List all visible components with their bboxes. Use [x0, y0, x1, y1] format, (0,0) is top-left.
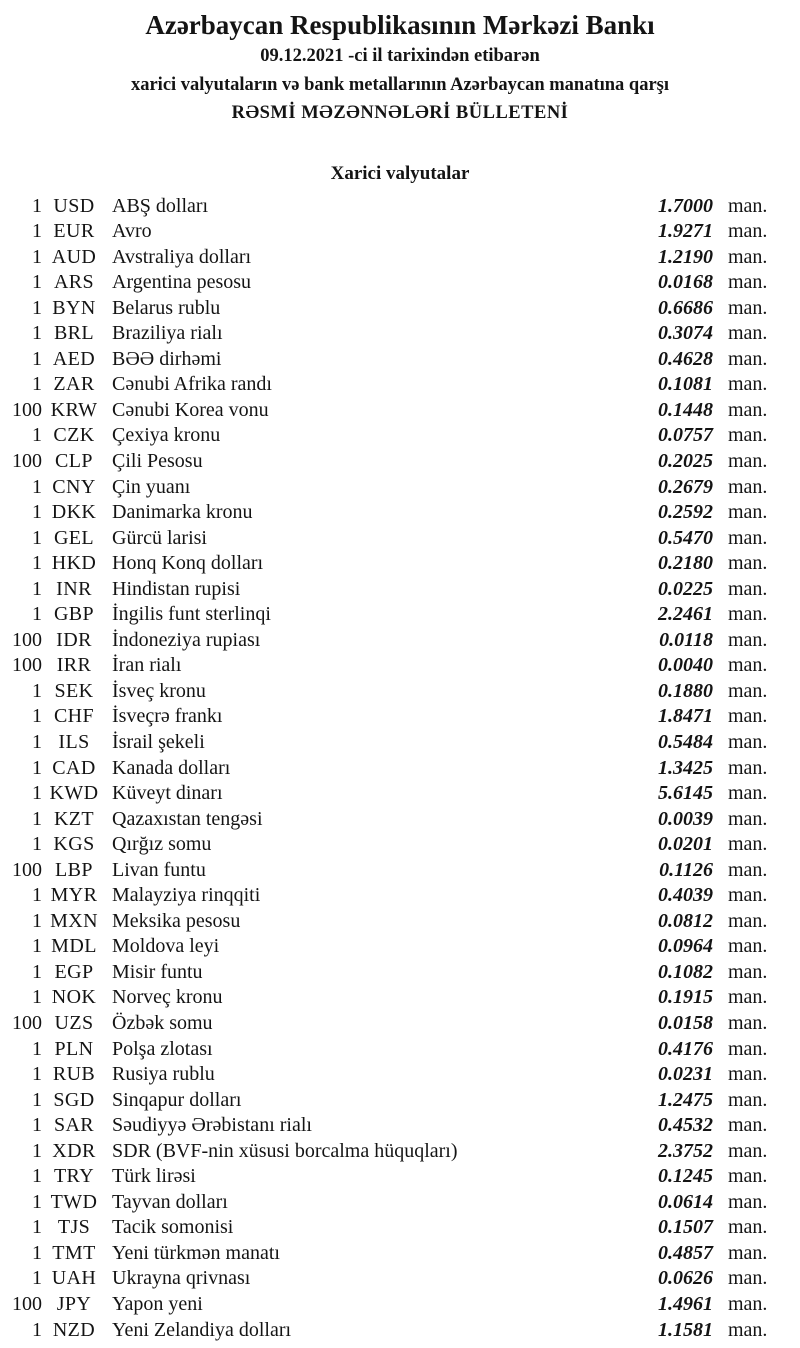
- unit-cell: man.: [728, 501, 768, 524]
- rate-cell: 1.2475: [658, 1088, 713, 1111]
- currency-code-cell: INR: [56, 577, 92, 600]
- unit-cell: man.: [728, 1063, 768, 1086]
- nominal-cell: 1: [32, 1190, 42, 1213]
- rate-cell: 0.0168: [658, 271, 713, 294]
- currency-name-cell: Moldova leyi: [112, 935, 220, 958]
- nominal-cell: 100: [12, 858, 42, 881]
- currency-code-cell: CZK: [53, 424, 95, 447]
- currency-name-cell: Avstraliya dolları: [112, 245, 252, 268]
- table-row: [0, 960, 800, 986]
- currency-name-cell: Misir funtu: [112, 960, 203, 983]
- rate-cell: 0.2679: [658, 475, 713, 498]
- nominal-cell: 1: [32, 705, 42, 728]
- table-row: [0, 704, 800, 730]
- nominal-cell: 1: [32, 1088, 42, 1111]
- nominal-cell: 1: [32, 1318, 42, 1341]
- table-row: [0, 858, 800, 884]
- table-row: [0, 807, 800, 833]
- unit-cell: man.: [728, 1037, 768, 1060]
- nominal-cell: 100: [12, 654, 42, 677]
- table-row: [0, 1266, 800, 1292]
- rate-cell: 0.0201: [658, 833, 713, 856]
- unit-cell: man.: [728, 245, 768, 268]
- nominal-cell: 1: [32, 730, 42, 753]
- currency-code-cell: TRY: [53, 1165, 95, 1188]
- rate-cell: 0.2180: [658, 552, 713, 575]
- table-row: [0, 1062, 800, 1088]
- unit-cell: man.: [728, 1318, 768, 1341]
- table-row: [0, 909, 800, 935]
- nominal-cell: 100: [12, 1293, 42, 1316]
- currency-code-cell: HKD: [51, 552, 97, 575]
- nominal-cell: 1: [32, 679, 42, 702]
- rate-cell: 0.1448: [658, 398, 713, 421]
- currency-name-cell: Türk lirəsi: [112, 1165, 196, 1188]
- unit-cell: man.: [728, 220, 768, 243]
- currency-code-cell: TMT: [52, 1241, 96, 1264]
- table-row: [0, 1164, 800, 1190]
- currency-name-cell: Meksika pesosu: [112, 909, 241, 932]
- rate-cell: 1.9271: [658, 220, 713, 243]
- unit-cell: man.: [728, 398, 768, 421]
- nominal-cell: 1: [32, 526, 42, 549]
- nominal-cell: 1: [32, 884, 42, 907]
- currency-name-cell: Qazaxıstan tengəsi: [112, 807, 263, 830]
- currency-name-cell: Braziliya rialı: [112, 322, 223, 345]
- table-row: [0, 1011, 800, 1037]
- nominal-cell: 1: [32, 296, 42, 319]
- table-row: [0, 756, 800, 782]
- table-row: [0, 526, 800, 552]
- unit-cell: man.: [728, 1216, 768, 1239]
- currency-code-cell: XDR: [52, 1139, 96, 1162]
- currency-name-cell: Honq Konq dolları: [112, 552, 264, 575]
- table-row: [0, 653, 800, 679]
- rate-cell: 5.6145: [658, 782, 713, 805]
- currency-code-cell: ZAR: [53, 373, 95, 396]
- unit-cell: man.: [728, 1267, 768, 1290]
- table-row: [0, 245, 800, 271]
- effective-date-line: 09.12.2021 -ci il tarixindən etibarən: [260, 46, 540, 66]
- unit-cell: man.: [728, 1139, 768, 1162]
- currency-code-cell: MDL: [51, 935, 97, 958]
- table-row: [0, 1215, 800, 1241]
- rate-cell: 0.0231: [658, 1063, 713, 1086]
- currency-code-cell: UAH: [51, 1267, 97, 1290]
- unit-cell: man.: [728, 909, 768, 932]
- currency-name-cell: Çexiya kronu: [112, 424, 221, 447]
- nominal-cell: 1: [32, 373, 42, 396]
- currency-code-cell: UZS: [54, 1012, 94, 1034]
- subject-line: xarici valyutaların və bank metallarının Azərbaycan manatına qarşı: [130, 74, 670, 95]
- table-row: [0, 398, 800, 424]
- rate-cell: 2.3752: [658, 1139, 713, 1162]
- table-row: [0, 985, 800, 1011]
- table-row: [0, 602, 800, 628]
- currency-name-cell: Hindistan rupisi: [112, 577, 241, 600]
- currency-name-cell: Sinqapur dolları: [112, 1088, 242, 1111]
- currency-name-cell: Avro: [112, 220, 152, 243]
- nominal-cell: 1: [32, 935, 42, 958]
- currency-code-cell: EGP: [54, 960, 94, 983]
- currency-code-cell: PLN: [54, 1037, 94, 1060]
- nominal-cell: 1: [32, 986, 42, 1009]
- currency-name-cell: Cənubi Korea vonu: [112, 398, 269, 421]
- currency-name-cell: Ukrayna qrivnası: [112, 1267, 251, 1290]
- nominal-cell: 1: [32, 603, 42, 626]
- nominal-cell: 1: [32, 1165, 42, 1188]
- currency-name-cell: İran rialı: [112, 654, 182, 677]
- nominal-cell: 100: [12, 449, 42, 472]
- rate-cell: 0.1915: [658, 986, 713, 1009]
- nominal-cell: 1: [32, 322, 42, 345]
- unit-cell: man.: [728, 552, 768, 575]
- rate-cell: 0.0757: [658, 424, 713, 447]
- currency-code-cell: CAD: [52, 756, 96, 779]
- nominal-cell: 100: [12, 398, 42, 421]
- rate-cell: 1.3425: [658, 756, 713, 779]
- currency-code-cell: KZT: [53, 807, 95, 830]
- currency-name-cell: Malayziya rinqqiti: [112, 884, 261, 907]
- currency-name-cell: BƏƏ dirhəmi: [112, 347, 222, 370]
- currency-name-cell: Argentina pesosu: [112, 271, 252, 294]
- unit-cell: man.: [728, 807, 768, 830]
- currency-name-cell: Rusiya rublu: [112, 1063, 215, 1086]
- unit-cell: man.: [728, 782, 768, 805]
- unit-cell: man.: [728, 884, 768, 907]
- rates-table: [0, 194, 800, 1344]
- unit-cell: man.: [728, 1241, 768, 1264]
- rate-cell: 0.0040: [658, 654, 713, 677]
- currency-name-cell: Tayvan dolları: [112, 1190, 228, 1213]
- rate-cell: 0.4628: [658, 347, 713, 370]
- table-row: [0, 577, 800, 603]
- currency-code-cell: USD: [53, 194, 95, 217]
- nominal-cell: 1: [32, 1139, 42, 1162]
- unit-cell: man.: [728, 1190, 768, 1213]
- currency-name-cell: Çin yuanı: [112, 475, 191, 498]
- currency-code-cell: CLP: [55, 449, 93, 472]
- table-row: [0, 1139, 800, 1165]
- table-row: [0, 475, 800, 501]
- nominal-cell: 1: [32, 1063, 42, 1086]
- table-row: [0, 219, 800, 245]
- table-row: [0, 730, 800, 756]
- unit-cell: man.: [728, 986, 768, 1009]
- currency-code-cell: BRL: [53, 322, 95, 345]
- rate-cell: 0.1880: [658, 679, 713, 702]
- nominal-cell: 1: [32, 271, 42, 294]
- table-row: [0, 679, 800, 705]
- bank-name-title: Azərbaycan Respublikasının Mərkəzi Bankı: [145, 10, 655, 40]
- currency-name-cell: SDR (BVF-nin xüsusi borcalma hüquqları): [112, 1139, 458, 1162]
- nominal-cell: 1: [32, 220, 42, 243]
- currency-code-cell: KWD: [49, 782, 99, 805]
- rate-cell: 0.1126: [659, 858, 713, 881]
- currency-code-cell: IRR: [56, 654, 92, 677]
- currency-code-cell: DKK: [51, 501, 97, 524]
- bulletin-title: RƏSMİ MƏZƏNNƏLƏRİ BÜLLETENİ: [231, 103, 569, 123]
- table-row: [0, 1190, 800, 1216]
- currency-code-cell: ILS: [58, 730, 90, 753]
- currency-name-cell: Küveyt dinarı: [112, 782, 223, 805]
- unit-cell: man.: [728, 347, 768, 370]
- currency-code-cell: NZD: [52, 1318, 96, 1341]
- currency-code-cell: LBP: [55, 858, 93, 881]
- nominal-cell: 1: [32, 807, 42, 830]
- table-row: [0, 1037, 800, 1063]
- unit-cell: man.: [728, 654, 768, 677]
- nominal-cell: 1: [32, 782, 42, 805]
- unit-cell: man.: [728, 1165, 768, 1188]
- currency-name-cell: İsrail şekeli: [112, 730, 205, 753]
- rate-cell: 0.5470: [658, 526, 713, 549]
- nominal-cell: 1: [32, 1037, 42, 1060]
- currency-code-cell: KRW: [50, 398, 98, 421]
- currency-code-cell: KGS: [53, 833, 95, 856]
- unit-cell: man.: [728, 322, 768, 345]
- table-row: [0, 296, 800, 322]
- table-row: [0, 347, 800, 373]
- currency-name-cell: Norveç kronu: [112, 986, 223, 1009]
- table-row: [0, 500, 800, 526]
- nominal-cell: 1: [32, 347, 42, 370]
- rate-cell: 0.1245: [658, 1165, 713, 1188]
- table-row: [0, 194, 800, 220]
- currency-code-cell: TWD: [50, 1190, 98, 1213]
- rate-cell: 0.0039: [658, 807, 713, 830]
- currency-name-cell: İngilis funt sterlinqi: [112, 603, 271, 626]
- rate-cell: 0.1507: [658, 1216, 713, 1239]
- nominal-cell: 1: [32, 960, 42, 983]
- unit-cell: man.: [728, 833, 768, 856]
- currency-name-cell: Kanada dolları: [112, 756, 231, 779]
- unit-cell: man.: [728, 960, 768, 983]
- currency-name-cell: Yeni Zelandiya dolları: [112, 1318, 292, 1341]
- currency-name-cell: Livan funtu: [112, 858, 206, 881]
- nominal-cell: 1: [32, 577, 42, 600]
- nominal-cell: 1: [32, 194, 42, 217]
- currency-name-cell: Çili Pesosu: [112, 449, 203, 472]
- currency-code-cell: JPY: [56, 1293, 92, 1316]
- unit-cell: man.: [728, 628, 768, 651]
- currency-code-cell: NOK: [51, 986, 97, 1009]
- unit-cell: man.: [728, 756, 768, 779]
- rate-cell: 0.4857: [658, 1241, 713, 1264]
- currency-name-cell: Belarus rublu: [112, 296, 221, 319]
- table-row: [0, 1318, 800, 1344]
- rate-cell: 0.4176: [658, 1037, 713, 1060]
- table-row: [0, 449, 800, 475]
- table-row: [0, 832, 800, 858]
- currency-name-cell: Danimarka kronu: [112, 501, 253, 524]
- table-row: [0, 551, 800, 577]
- unit-cell: man.: [728, 577, 768, 600]
- nominal-cell: 100: [12, 628, 42, 651]
- rate-cell: 1.1581: [658, 1318, 713, 1341]
- currency-code-cell: SAR: [53, 1114, 95, 1137]
- rate-cell: 1.4961: [658, 1293, 713, 1316]
- currency-name-cell: Cənubi Afrika randı: [112, 373, 272, 396]
- unit-cell: man.: [728, 526, 768, 549]
- nominal-cell: 1: [32, 1114, 42, 1137]
- nominal-cell: 1: [32, 756, 42, 779]
- table-row: [0, 1292, 800, 1318]
- currency-name-cell: Gürcü larisi: [112, 526, 207, 549]
- currency-code-cell: CNY: [52, 475, 96, 498]
- currency-name-cell: İndoneziya rupiası: [112, 628, 261, 651]
- unit-cell: man.: [728, 449, 768, 472]
- currency-name-cell: Polşa zlotası: [112, 1037, 213, 1060]
- currency-name-cell: ABŞ dolları: [112, 194, 209, 217]
- rate-cell: 0.4532: [658, 1114, 713, 1137]
- currency-code-cell: AED: [52, 347, 96, 370]
- nominal-cell: 1: [32, 1216, 42, 1239]
- rate-cell: 0.0614: [658, 1190, 713, 1213]
- nominal-cell: 100: [12, 1012, 42, 1034]
- rate-cell: 0.2025: [658, 449, 713, 472]
- table-row: [0, 1113, 800, 1139]
- section-title: Xarici valyutalar: [330, 162, 470, 184]
- currency-name-cell: İsveçrə frankı: [112, 705, 223, 728]
- unit-cell: man.: [728, 603, 768, 626]
- table-row: [0, 628, 800, 654]
- unit-cell: man.: [728, 679, 768, 702]
- rate-cell: 0.6686: [658, 296, 713, 319]
- currency-name-cell: İsveç kronu: [112, 679, 206, 702]
- nominal-cell: 1: [32, 424, 42, 447]
- currency-code-cell: RUB: [52, 1063, 96, 1086]
- currency-name-cell: Özbək somu: [112, 1012, 213, 1034]
- currency-name-cell: Tacik somonisi: [112, 1216, 234, 1239]
- table-row: [0, 1088, 800, 1114]
- rate-cell: 1.7000: [658, 194, 713, 217]
- rate-cell: 0.4039: [658, 884, 713, 907]
- unit-cell: man.: [728, 705, 768, 728]
- currency-name-cell: Yeni türkmən manatı: [112, 1241, 280, 1264]
- rate-cell: 0.0225: [658, 577, 713, 600]
- unit-cell: man.: [728, 1293, 768, 1316]
- rate-cell: 0.0626: [658, 1267, 713, 1290]
- unit-cell: man.: [728, 1088, 768, 1111]
- rate-cell: 0.1082: [658, 960, 713, 983]
- table-row: [0, 321, 800, 347]
- rate-cell: 0.0118: [659, 628, 713, 651]
- unit-cell: man.: [728, 730, 768, 753]
- rate-cell: 0.0158: [658, 1012, 713, 1034]
- table-row: [0, 781, 800, 807]
- rate-cell: 0.5484: [658, 730, 713, 753]
- currency-code-cell: CHF: [53, 705, 95, 728]
- nominal-cell: 1: [32, 475, 42, 498]
- table-row: [0, 934, 800, 960]
- rate-cell: 0.0964: [658, 935, 713, 958]
- table-row: [0, 372, 800, 398]
- nominal-cell: 1: [32, 1241, 42, 1264]
- unit-cell: man.: [728, 1114, 768, 1137]
- unit-cell: man.: [728, 271, 768, 294]
- table-row: [0, 423, 800, 449]
- currency-code-cell: GEL: [53, 526, 95, 549]
- rate-cell: 1.8471: [658, 705, 713, 728]
- currency-code-cell: MYR: [50, 884, 98, 907]
- nominal-cell: 1: [32, 245, 42, 268]
- currency-code-cell: GBP: [53, 603, 95, 626]
- unit-cell: man.: [728, 858, 768, 881]
- nominal-cell: 1: [32, 909, 42, 932]
- rate-cell: 0.1081: [658, 373, 713, 396]
- nominal-cell: 1: [32, 501, 42, 524]
- unit-cell: man.: [728, 194, 768, 217]
- bulletin-header: [0, 0, 800, 128]
- currency-name-cell: Səudiyyə Ərəbistanı rialı: [112, 1114, 312, 1137]
- unit-cell: man.: [728, 1012, 768, 1034]
- unit-cell: man.: [728, 296, 768, 319]
- unit-cell: man.: [728, 935, 768, 958]
- rate-cell: 1.2190: [658, 245, 713, 268]
- rate-cell: 0.3074: [658, 322, 713, 345]
- nominal-cell: 1: [32, 1267, 42, 1290]
- currency-code-cell: ARS: [53, 271, 95, 294]
- unit-cell: man.: [728, 424, 768, 447]
- currency-code-cell: TJS: [57, 1216, 91, 1239]
- table-row: [0, 883, 800, 909]
- currency-code-cell: SGD: [53, 1088, 95, 1111]
- rate-cell: 0.0812: [658, 909, 713, 932]
- currency-name-cell: Qırğız somu: [112, 833, 212, 856]
- currency-code-cell: AUD: [51, 245, 97, 268]
- rate-cell: 0.2592: [658, 501, 713, 524]
- nominal-cell: 1: [32, 552, 42, 575]
- currency-name-cell: Yapon yeni: [112, 1293, 203, 1316]
- nominal-cell: 1: [32, 833, 42, 856]
- unit-cell: man.: [728, 475, 768, 498]
- table-row: [0, 1241, 800, 1267]
- unit-cell: man.: [728, 373, 768, 396]
- table-row: [0, 270, 800, 296]
- rate-cell: 2.2461: [658, 603, 713, 626]
- currency-code-cell: BYN: [52, 296, 96, 319]
- currency-code-cell: SEK: [54, 679, 94, 702]
- currency-code-cell: MXN: [50, 909, 98, 932]
- currency-code-cell: EUR: [53, 220, 95, 243]
- currency-code-cell: IDR: [56, 628, 92, 651]
